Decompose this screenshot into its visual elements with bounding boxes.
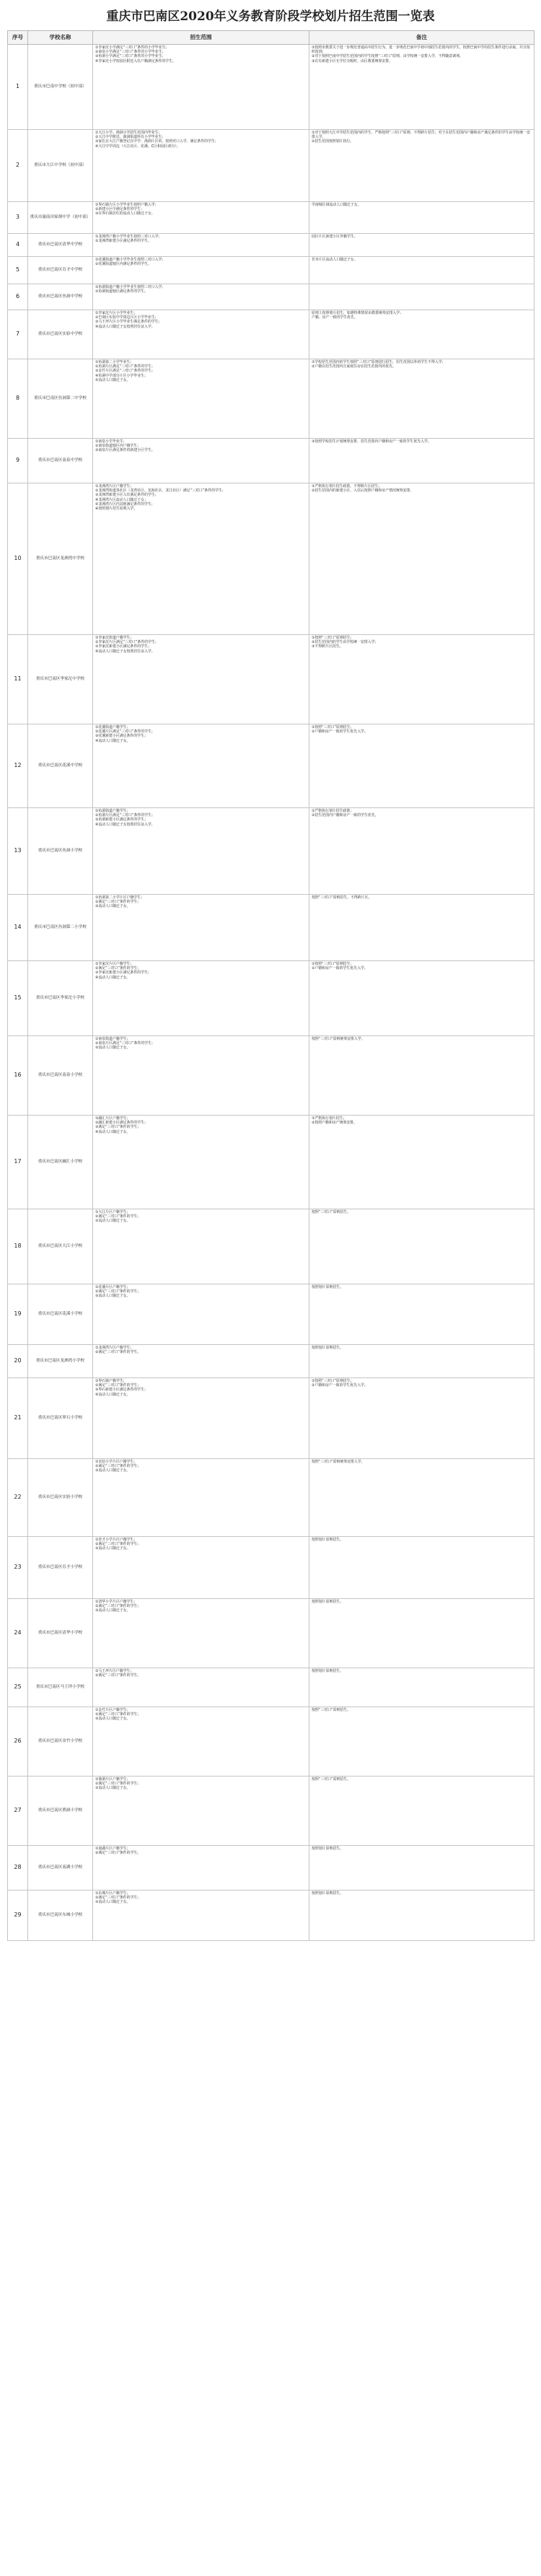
range-item: ①鱼洞第二小学毕业生； [95, 360, 134, 364]
range-item: ①花溪街道户籍学生； [95, 725, 131, 730]
school-name: 重庆市巴南区清华小学校 [28, 1599, 93, 1668]
notes [309, 1459, 535, 1537]
range-item: ①渔洞片区户籍学生； [95, 1777, 131, 1782]
row-index: 5 [8, 257, 28, 284]
range-item: ③满足“三对口”条件的学生； [95, 1125, 141, 1130]
range-item: ③流动人口随迁子女。 [95, 1468, 131, 1473]
notes [309, 1777, 535, 1846]
school-name: 重庆市巴南区南泉小学校 [28, 1036, 93, 1116]
table-row [8, 1891, 535, 1941]
range-item: ②大江中学附近、渔洞街道所有小学毕业生； [95, 135, 166, 140]
row-index: 14 [8, 895, 28, 961]
school-name: 重庆市巴南区鱼洞第二小学校 [28, 895, 93, 961]
table-row [8, 439, 535, 483]
note-item: 按照“三对口”原则招生。 [312, 1777, 351, 1782]
enrollment-range [93, 1284, 309, 1345]
range-item: ②满足“三对口”条件的学生； [95, 1712, 141, 1717]
range-item: ③流动人口随迁子女。 [95, 1046, 131, 1051]
range-item: ①花溪街道户籍小学毕业生按照三对口入学； [95, 258, 166, 262]
table-row [8, 808, 535, 895]
enrollment-range [93, 724, 309, 808]
school-name: 重庆市巴南区清华中学校 [28, 234, 93, 257]
range-item: ③流动人口随迁子女。 [95, 1294, 131, 1299]
row-index: 13 [8, 808, 28, 895]
range-item: ④流动人口随迁子女。 [95, 1129, 131, 1134]
row-index: 22 [8, 1459, 28, 1537]
notes [309, 1378, 535, 1459]
school-name: 重庆市巴南区马王坪小学校 [28, 1668, 93, 1707]
table-row [8, 234, 535, 257]
school-name: 重庆市巴南区鱼洞第二中学校 [28, 359, 93, 439]
note-item: 按照划片原则招生。 [312, 1669, 344, 1673]
range-item: ③流动人口随迁子女。 [95, 904, 131, 909]
notes [309, 1668, 535, 1707]
school-name: 重庆市巴南区花溪小学校 [28, 1284, 93, 1345]
range-item: ①东城片区户籍学生； [95, 1891, 131, 1896]
table-row [8, 1036, 535, 1116]
range-item: ②花溪街道辖区内满足条件的学生。 [95, 262, 151, 267]
enrollment-range [93, 1891, 309, 1941]
range-item: ②满足“三对口”条件的学生； [95, 1383, 141, 1388]
notes [309, 202, 535, 234]
range-item: ②龙洲湾街道各社区（龙湾社区、龙海社区、龙江社区）满足“三对口”条件的学生； [95, 489, 226, 494]
range-item: ②龙洲湾新建小区满足条件的学生。 [95, 239, 151, 244]
range-item: ③界石新建小区满足条件的学生； [95, 1388, 148, 1393]
enrollment-range [93, 130, 309, 202]
note-item: ②招生范围内户籍和房产一致的学生优先。 [312, 813, 379, 818]
enrollment-range [93, 359, 309, 439]
row-index: 15 [8, 961, 28, 1036]
note-item: ①按照“三对口”原则招生； [312, 962, 354, 966]
notes [309, 1345, 535, 1378]
range-item: ③李家沱新建小区满足条件的学生； [95, 644, 151, 649]
school-name: 重庆市巴南中学校（初中部） [28, 45, 93, 130]
note-item: ②招生范围内的新建小区，入住后按照户籍和房产情况统筹安排。 [312, 489, 414, 494]
school-name: 重庆市巴南区南泉中学校 [28, 439, 93, 483]
note-item: 按照“三对口”原则招生，不得跨片区。 [312, 895, 372, 900]
row-index: 4 [8, 234, 28, 257]
row-index: 26 [8, 1707, 28, 1777]
notes [309, 439, 535, 483]
range-item: ④流动人口随迁子女。 [95, 738, 131, 743]
note-item: 按照“三对口”原则招生。 [312, 1210, 351, 1214]
range-item: ②南泉街道辖区内户籍学生； [95, 444, 141, 449]
range-item: ②南泉片区满足“三对口”条件的学生； [95, 1041, 155, 1046]
range-item: ③家长在大江户籍登记在中学、渔洞片区的，按照对口入学，满足条件的学生； [95, 139, 219, 144]
notes [309, 808, 535, 895]
enrollment-range [93, 1036, 309, 1116]
range-item: ③马王坪片区小学毕业生满足条件的学生； [95, 320, 162, 325]
table-row [8, 1209, 535, 1284]
row-index: 2 [8, 130, 28, 202]
enrollment-range [93, 1116, 309, 1209]
note-item: 非本片区流动人口随迁子女。 [312, 258, 358, 262]
table-row [8, 284, 535, 310]
row-index: 28 [8, 1846, 28, 1891]
table-row [8, 1707, 535, 1777]
note-item: 园区片区新建小区外籍学生。 [312, 235, 358, 239]
range-item: ④龙洲湾片区流动人口随迁子女； [95, 497, 148, 502]
range-item: ④流动人口随迁子女按照居住证入学。 [95, 324, 155, 329]
range-item: ①花溪片区户籍学生； [95, 1285, 131, 1289]
table-row [8, 257, 535, 284]
range-item: ⑤龙洲湾片区内其他满足条件的学生； [95, 501, 155, 507]
range-item: ②满足“三对口”条件的学生。 [95, 1350, 141, 1355]
enrollment-range [93, 310, 309, 359]
range-item: ②满足“三对口”条件的学生； [95, 1604, 141, 1609]
row-index: 8 [8, 359, 28, 439]
school-name: 重庆市巴南区花溪中学校 [28, 724, 93, 808]
school-name: 重庆市巴南区融汇小学校 [28, 1116, 93, 1209]
enrollment-range [93, 1599, 309, 1668]
range-item: ②鱼洞街道辖区满足条件的学生。 [95, 289, 148, 294]
table-row [8, 1345, 535, 1378]
enrollment-range [93, 961, 309, 1036]
range-item: ③流动人口随迁子女。 [95, 1219, 131, 1224]
notes [309, 1036, 535, 1116]
note-item: 按照划片原则招生。 [312, 1891, 344, 1896]
range-item: ①龙洲湾片区户籍学生； [95, 484, 134, 489]
school-name: 重庆市巴南区金竹小学校 [28, 1707, 93, 1777]
range-item: ②满足“三对口”条件的学生； [95, 1289, 141, 1294]
school-name: 重庆市巴南区实验小学校 [28, 1459, 93, 1537]
table-row [8, 1599, 535, 1668]
range-item: ①龙洲湾户籍小学毕业生按照三对口入学； [95, 235, 162, 239]
enrollment-range [93, 45, 309, 130]
enrollment-range [93, 483, 309, 635]
enrollment-range [93, 1846, 309, 1891]
range-item: ②满足“三对口”条件的学生； [95, 1214, 141, 1219]
row-index: 11 [8, 635, 28, 724]
range-item: ①大江片区户籍学生； [95, 1210, 131, 1214]
range-item: ①马王坪片区户籍学生； [95, 1669, 134, 1673]
range-item: ③流动人口随迁子女。 [95, 1608, 131, 1613]
range-item: ③鱼洞新建小区满足条件的学生； [95, 818, 148, 823]
note-item: ①按照市教委关于进一步规范普通高中招生行为，进一步规范巴南中学初中部招生范围内的学生，按照巴南中学的招生条件进行录取，并且按时报到； [312, 45, 530, 55]
notes [309, 895, 535, 961]
row-index: 24 [8, 1599, 28, 1668]
range-item: ③在界石镇居住的流动人口随迁子女。 [95, 211, 155, 216]
note-item: 学南城区域流动人口随迁子女。 [312, 203, 361, 207]
header-range: 招生范围 [93, 31, 309, 45]
enrollment-range [93, 1707, 309, 1777]
range-item: ①实验小学片区户籍学生； [95, 1460, 138, 1464]
range-item: ①南湖片区户籍学生； [95, 1846, 131, 1851]
table-row [8, 1459, 535, 1537]
row-index: 16 [8, 1036, 28, 1116]
enrollment-range [93, 234, 309, 257]
table-row [8, 1284, 535, 1345]
row-index: 25 [8, 1668, 28, 1707]
range-item: ③金竹片区满足“三对口”条件的学生； [95, 369, 155, 374]
note-item: 原则上按照划片招生，如遇特殊情况由教委统筹安排入学； [312, 311, 404, 315]
row-index: 29 [8, 1891, 28, 1941]
table-row [8, 895, 535, 961]
notes [309, 1891, 535, 1941]
table-row [8, 45, 535, 130]
note-item: ②对于按照巴南中学招生范围内的学生按照“三对口”原则，由学校统一安排入学，不得随意调剂。 [312, 54, 463, 59]
header-school: 学校名称 [28, 31, 93, 45]
enrollment-table [7, 30, 535, 1941]
note-item: ③在有新建小区无学位分配时，由区教委统筹安排。 [312, 58, 392, 63]
table-row [8, 1537, 535, 1599]
enrollment-range [93, 439, 309, 483]
notes [309, 724, 535, 808]
table-row [8, 310, 535, 359]
enrollment-range [93, 1209, 309, 1284]
range-item: ②南泉小学满足“三对口”条件的小学毕业生； [95, 50, 166, 55]
notes [309, 284, 535, 310]
note-item: 按照划片原则招生。 [312, 1285, 344, 1289]
row-index: 23 [8, 1537, 28, 1599]
row-index: 27 [8, 1777, 28, 1846]
range-item: ④大江中学周边（大江社区、花溪、C区和园区部分）。 [95, 144, 180, 149]
range-item: ⑤流动人口随迁子女。 [95, 377, 131, 382]
range-item: ①李家沱小学满足“三对口”条件的小学毕业生； [95, 45, 170, 50]
note-item: 按照划片原则招生。 [312, 1538, 344, 1542]
row-index: 21 [8, 1378, 28, 1459]
range-item: ①育才小学片区户籍学生； [95, 1538, 138, 1542]
range-item: ③流动人口随迁子女。 [95, 1786, 131, 1791]
range-item: ①李家沱街道户籍学生； [95, 636, 134, 640]
table-row [8, 1668, 535, 1707]
note-item: 按照划片原则招生。 [312, 1846, 344, 1851]
notes [309, 1707, 535, 1777]
row-index: 6 [8, 284, 28, 310]
table-row [8, 1116, 535, 1209]
range-item: ⑥按照划片招生原则入学。 [95, 507, 138, 512]
school-name: 重庆市巴南区大江小学校 [28, 1209, 93, 1284]
range-item: ②满足“三对口”条件的学生； [95, 966, 141, 971]
range-item: ①金竹片区户籍学生； [95, 1708, 131, 1712]
enrollment-range [93, 1459, 309, 1537]
row-index: 18 [8, 1209, 28, 1284]
range-item: ③鱼洞小学满足“三对口”条件的小学毕业生； [95, 54, 166, 59]
school-name: 重庆市巴南区龙洲湾中学校 [28, 483, 93, 635]
range-item: ②满足“三对口”条件的学生； [95, 1782, 141, 1787]
table-row [8, 635, 535, 724]
note-item: ②户籍和房产一致的学生优先入学。 [312, 730, 368, 735]
table-row [8, 1777, 535, 1846]
range-item: ①鱼洞街道户籍学生； [95, 809, 131, 813]
note-item: 按照“三对口”原则统筹安排入学。 [312, 1460, 365, 1464]
note-item: ①按照“三对口”原则招生； [312, 636, 354, 640]
row-index: 7 [8, 310, 28, 359]
school-name: 重庆市巴南区东城小学校 [28, 1891, 93, 1941]
row-index: 1 [8, 45, 28, 130]
range-item: ④李家沱小学校园区附近入住户籍满足条件的学生。 [95, 58, 176, 63]
range-item: ①李家沱片区户籍学生； [95, 962, 134, 966]
enrollment-range [93, 1777, 309, 1846]
notes [309, 1284, 535, 1345]
document-title: 重庆市巴南区2020年义务教育阶段学校划片招生范围一览表 [106, 9, 435, 24]
school-name: 重庆市巴南区界石小学校 [28, 1378, 93, 1459]
range-item: ①融汇片区户籍学生； [95, 1116, 131, 1121]
range-item: ③南泉片区满足条件的新建小区学生。 [95, 448, 155, 453]
enrollment-range [93, 895, 309, 961]
row-index: 19 [8, 1284, 28, 1345]
table-row [8, 1378, 535, 1459]
note-item: 按照划片原则招生。 [312, 1600, 344, 1604]
range-item: ③花溪新建小区满足条件的学生； [95, 734, 148, 739]
table-body [8, 45, 535, 1941]
range-item: ③龙洲湾新建小区入住满足条件的学生； [95, 493, 159, 498]
notes [309, 310, 535, 359]
note-item: 按照“三对口”原则统筹安排入学。 [312, 1037, 365, 1041]
range-item: ④流动人口随迁子女按照居住证入学。 [95, 649, 155, 654]
range-item: ②满足“三对口”条件的学生； [95, 1464, 141, 1469]
range-item: ②鱼洞片区满足“三对口”条件的学生； [95, 813, 155, 818]
notes [309, 130, 535, 202]
range-item: ③流动人口随迁子女。 [95, 1900, 131, 1905]
range-item: ①大江小学、渔洞小学招生范围内毕业生； [95, 131, 162, 135]
notes [309, 483, 535, 635]
note-item: 户籍、房产一致的学生优先。 [312, 315, 358, 320]
school-name: 重庆市巴南区实验中学校 [28, 310, 93, 359]
table-row [8, 1846, 535, 1891]
range-item: ④流动人口随迁子女。 [95, 975, 131, 980]
range-item: ①鱼洞第二小学片区户籍学生； [95, 895, 144, 900]
row-index: 10 [8, 483, 28, 635]
header-notes: 备注 [309, 31, 535, 45]
note-item: ①严格执行划片招生政策； [312, 809, 354, 813]
enrollment-range [93, 284, 309, 310]
enrollment-range [93, 1345, 309, 1378]
range-item: ②满足“三对口”条件的学生。 [95, 1851, 141, 1856]
range-item: ①南泉小学毕业生； [95, 439, 127, 444]
range-item: ②鱼洞片区满足“三对口”条件的学生； [95, 364, 155, 369]
enrollment-range [93, 1537, 309, 1599]
row-index: 3 [8, 202, 28, 234]
note-item: ②户籍和房产一致的学生优先入学。 [312, 1383, 368, 1388]
note-item: ①严格执行划片招生； [312, 1116, 347, 1121]
school-name: 重庆市巴南区李家沱中学校 [28, 635, 93, 724]
range-item: ②花溪片区满足“三对口”条件的学生； [95, 730, 155, 735]
table-row [8, 130, 535, 202]
note-item: ①按照“三对口”原则招生； [312, 725, 354, 730]
row-index: 17 [8, 1116, 28, 1209]
note-item: ②户籍在招生范围内且家庭住房在招生范围内的优先。 [312, 364, 396, 369]
note-item: ②户籍和房产一致的学生优先入学。 [312, 966, 368, 971]
row-index: 20 [8, 1345, 28, 1378]
range-item: ②满足“三对口”条件的学生； [95, 1542, 141, 1547]
table-row [8, 359, 535, 439]
school-name: 重庆市巴南区鱼洞中学校 [28, 284, 93, 310]
range-item: ①龙洲湾片区户籍学生； [95, 1346, 134, 1350]
note-item: ①按照“三对口”原则招生； [312, 1379, 354, 1383]
table-row [8, 724, 535, 808]
table-row [8, 961, 535, 1036]
range-item: ①李家沱片区小学毕业生； [95, 311, 138, 315]
range-item: ④流动人口随迁子女按照居住证入学。 [95, 822, 155, 827]
enrollment-range [93, 202, 309, 234]
notes [309, 1846, 535, 1891]
notes [309, 234, 535, 257]
school-name: 重庆市巴南区育才中学校 [28, 257, 93, 284]
enrollment-range [93, 635, 309, 724]
note-item: ①对于按照大江中学招生范围内的学生，严格按照“三对口”原则，不得跨片招生；对于在招生范围内户籍和房产满足条件的学生由学校统一安排入学。 [312, 131, 530, 140]
school-name: 重庆市巴南区育才小学校 [28, 1537, 93, 1599]
school-name: 重庆市大江中学校（初中部） [28, 130, 93, 202]
note-item: ②招生范围按照划片执行。 [312, 139, 354, 144]
school-name: 重庆市渝南田家炳中学（初中部） [28, 202, 93, 234]
notes [309, 1599, 535, 1668]
note-item: ①严格执行划片招生政策，不得跨片区招生； [312, 484, 382, 489]
note-item: ②按照户籍和房产统筹安排。 [312, 1121, 358, 1126]
table-header-row [8, 31, 535, 45]
row-index: 9 [8, 439, 28, 483]
range-item: ②满足“三对口”条件的学生。 [95, 1673, 141, 1678]
notes [309, 359, 535, 439]
notes [309, 1209, 535, 1284]
enrollment-range [93, 1378, 309, 1459]
school-name: 重庆市巴南区渔洞小学校 [28, 1777, 93, 1846]
range-item: ③李家沱新建小区满足条件的学生； [95, 971, 151, 976]
notes [309, 1116, 535, 1209]
school-name: 重庆市巴南区李家沱小学校 [28, 961, 93, 1036]
range-item: ②满足“三对口”条件的学生； [95, 1896, 141, 1901]
range-item: ②李家沱片区满足“三对口”条件的学生； [95, 640, 159, 645]
range-item: ①鱼洞街道户籍小学毕业生按照三对口入学； [95, 285, 166, 289]
note-item: ③按照学校招生计划统筹安排，招生范围内户籍和房产一致的学生优先入学。 [312, 439, 431, 444]
school-name: 重庆市巴南区南湖小学校 [28, 1846, 93, 1891]
note-item: ②招生范围内的学生由学校统一安排入学； [312, 640, 379, 645]
range-item: ②满足“三对口”条件的学生； [95, 900, 141, 905]
header-index: 序号 [8, 31, 28, 45]
range-item: ②巴南区实验中学周边片区小学毕业生； [95, 315, 159, 320]
range-item: ②融汇新建小区满足条件的学生； [95, 1121, 148, 1126]
range-item: ①界石镇户籍学生； [95, 1379, 127, 1383]
range-item: ①南泉街道户籍学生； [95, 1037, 131, 1041]
enrollment-range [93, 257, 309, 284]
table-row [8, 483, 535, 635]
table-row [8, 202, 535, 234]
school-name: 重庆市巴南区龙洲湾小学校 [28, 1345, 93, 1378]
range-item: ①界石镇片区小学毕业生按照户籍入学； [95, 203, 159, 207]
note-item: ①学校招生范围内的学生按照“三对口”原则进行招生，招生范围以外的学生不得入学； [312, 360, 446, 364]
enrollment-range [93, 808, 309, 895]
notes [309, 257, 535, 284]
range-item: ③流动人口随迁子女。 [95, 1717, 131, 1722]
notes [309, 45, 535, 130]
notes [309, 961, 535, 1036]
enrollment-range [93, 1668, 309, 1707]
row-index: 12 [8, 724, 28, 808]
range-item: ②新建小区中满足条件的学生； [95, 207, 144, 212]
school-name: 重庆市巴南区鱼洞小学校 [28, 808, 93, 895]
range-item: ④流动人口随迁子女。 [95, 1392, 131, 1397]
note-item: ③不得跨片区招生。 [312, 644, 343, 649]
range-item: ③流动人口随迁子女。 [95, 1546, 131, 1551]
range-item: ①清华小学片区户籍学生； [95, 1600, 138, 1604]
note-item: 按照划片原则招生。 [312, 1346, 344, 1350]
range-item: ④鱼洞中学部分片区小学毕业生； [95, 373, 148, 378]
notes [309, 635, 535, 724]
note-item: 按照“三对口”原则招生。 [312, 1708, 351, 1712]
notes [309, 1537, 535, 1599]
